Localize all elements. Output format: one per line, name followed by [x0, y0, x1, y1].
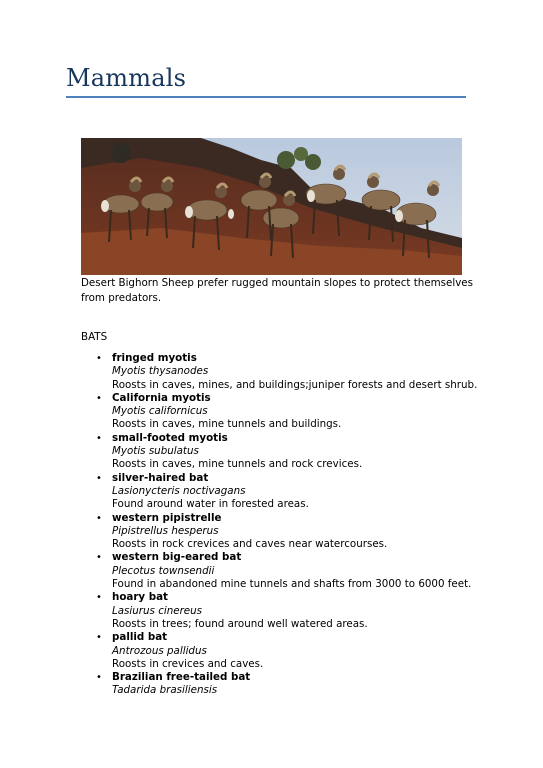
species-scientific-name: Plecotus townsendii	[112, 564, 215, 577]
bat-species-list	[96, 352, 496, 698]
species-scientific-name: Antrozous pallidus	[112, 644, 207, 657]
species-scientific-name: Myotis thysanodes	[112, 365, 209, 378]
list-item	[96, 551, 496, 591]
bullet-icon: •	[96, 632, 102, 644]
species-description: Roosts in crevices and caves.	[112, 657, 264, 670]
bullet-icon: •	[96, 392, 102, 404]
list-item	[96, 472, 496, 512]
title-underline	[66, 96, 466, 98]
species-common-name: western big-eared bat	[112, 551, 242, 564]
section-heading-bats: BATS	[81, 331, 108, 343]
list-item	[96, 352, 496, 392]
species-description: Found around water in forested areas.	[112, 498, 309, 511]
list-item	[96, 512, 496, 552]
species-description: Roosts in trees; found around well watered areas.	[112, 617, 368, 630]
species-description: Roosts in caves, mines, and buildings;juniper forests and desert shrub.	[112, 378, 478, 391]
species-description: Found in abandoned mine tunnels and shafts from 3000 to 6000 feet.	[112, 578, 472, 591]
bullet-icon: •	[96, 512, 102, 524]
species-description: Roosts in caves, mine tunnels and rock crevices.	[112, 458, 363, 471]
list-item	[96, 432, 496, 472]
list-item	[96, 591, 496, 631]
bullet-icon: •	[96, 432, 102, 444]
species-common-name: pallid bat	[112, 631, 168, 644]
species-scientific-name: Lasionycteris noctivagans	[112, 484, 246, 497]
list-item	[96, 631, 496, 671]
list-item	[96, 392, 496, 432]
species-scientific-name: Myotis subulatus	[112, 445, 199, 458]
species-description: Roosts in caves, mine tunnels and buildings.	[112, 418, 342, 431]
photo-caption: Desert Bighorn Sheep prefer rugged mountain slopes to protect themselves from predators.	[81, 277, 474, 304]
species-common-name: fringed myotis	[112, 352, 197, 364]
species-scientific-name: Pipistrellus hesperus	[112, 524, 219, 537]
list-item	[96, 671, 496, 698]
bullet-icon: •	[96, 552, 102, 564]
species-common-name: silver-haired bat	[112, 471, 209, 484]
species-common-name: Brazilian free-tailed bat	[112, 671, 251, 684]
bighorn-sheep-photo	[81, 138, 462, 275]
species-common-name: western pipistrelle	[112, 511, 222, 524]
species-scientific-name: Lasiurus cinereus	[112, 604, 203, 617]
bullet-icon: •	[96, 472, 102, 484]
species-common-name: hoary bat	[112, 591, 168, 604]
page-title: Mammals	[66, 64, 187, 92]
species-scientific-name: Tadarida brasiliensis	[112, 684, 218, 697]
species-common-name: California myotis	[112, 391, 211, 404]
bullet-icon: •	[96, 353, 102, 364]
species-scientific-name: Myotis californicus	[112, 405, 208, 418]
species-common-name: small-footed myotis	[112, 431, 228, 444]
bullet-icon: •	[96, 672, 102, 684]
bullet-icon: •	[96, 592, 102, 604]
species-description: Roosts in rock crevices and caves near watercourses.	[112, 538, 388, 551]
